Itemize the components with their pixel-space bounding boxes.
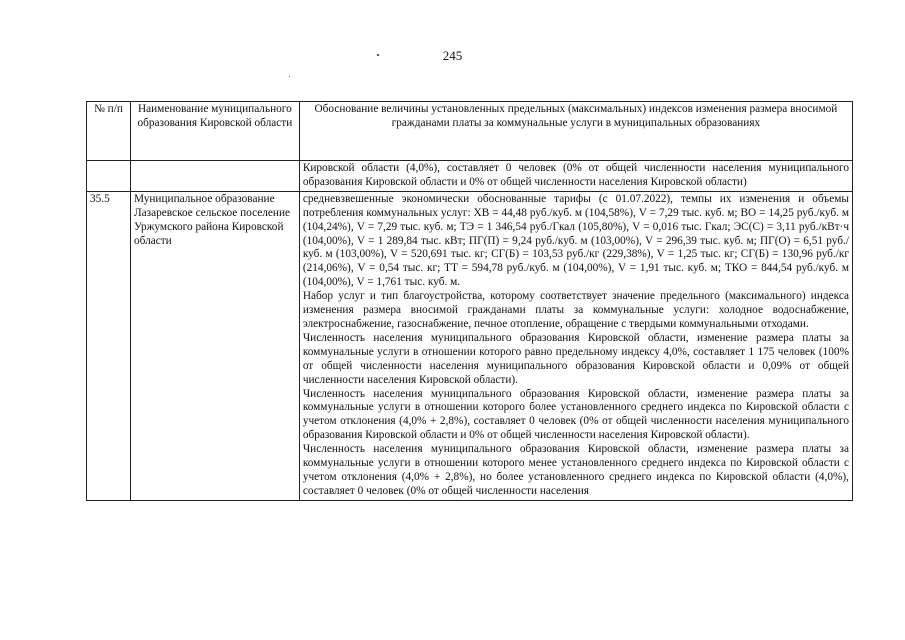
- municipality-name: Муниципальное образование Лазаревское сельское поселение Уржумского района Кировской области: [130, 191, 299, 500]
- population-equal-paragraph: Численность населения муниципального образования Кировской области, изменение размера платы за коммунальные услуги в отношении которого равно предельному индексу 4,0%, составляет 1 175 человек (100% от общей численности населения муниципального образования Кировской области и 0,09% от общей численности населения Кировской области).: [302, 331, 849, 386]
- scan-speck: [289, 76, 290, 77]
- cell-num-empty: [87, 161, 131, 192]
- row-number: 35.5: [87, 191, 131, 500]
- population-between-paragraph: Численность населения муниципального образования Кировской области, изменение размера платы за коммунальные услуги в отношении которого менее установленного среднего индекса по Кировской области с учетом отклонения (4,0% + 2,8%), но более установленного среднего индекса по Кировской области (4,0%), составляет 0 человек (0% от общей численности населения: [302, 443, 849, 497]
- page-number: 245: [442, 48, 463, 63]
- header-justification: Обоснование величины установленных предельных (максимальных) индексов изменения размера вносимой гражданами платы за коммунальные услуги в муниципальных образованиях: [299, 102, 852, 161]
- tariff-table: [86, 101, 853, 501]
- scan-speck: [377, 54, 379, 56]
- services-paragraph: Набор услуг и тип благоустройства, которому соответствует значение предельного (максимального) индекса изменения размера вносимой гражданами платы за коммунальные услуги: холодное водоснабжение, электроснабжение, газоснабжение, печное отопление, обращение с твердыми коммунальными отходами.: [302, 290, 849, 330]
- cell-name-empty: [130, 161, 299, 192]
- table-row: [87, 191, 853, 500]
- continuation-text: Кировской области (4,0%), составляет 0 человек (0% от общей численности населения муниципального образования Кировской области и 0% от общей численности населения Кировской области): [299, 161, 852, 192]
- table-row: [87, 161, 853, 192]
- justification-cell: [299, 191, 852, 500]
- header-name: Наименование муниципального образования Кировской области: [130, 102, 299, 161]
- header-num: № п/п: [87, 102, 131, 161]
- population-above-paragraph: Численность населения муниципального образования Кировской области, изменение размера платы за коммунальные услуги в отношении которого более установленного среднего индекса по Кировской области с учетом отклонения (4,0% + 2,8%), составляет 0 человек (0% от общей численности населения муниципального образования Кировской области и 0% от общей численности населения Кировской области).: [302, 387, 849, 442]
- tariffs-paragraph: средневзвешенные экономически обоснованные тарифы (с 01.07.2022), темпы их изменения и объемы потребления коммунальных услуг: ХВ = 44,48 руб./куб. м (104,58%), V = 7,29 тыс. куб. м; ВО = 14,25 руб./куб. м (104,24%), V = 7,29 тыс. куб. м; ТЭ = 1 346,54 руб./Гкал (105,80%), V = 0,016 тыс. Гкал; ЭС(С) = 3,11 руб./кВт·ч (104,00%), V = 1 289,84 тыс. кВт; ПГ(П) = 9,24 руб./куб. м (103,00%), V = 296,39 тыс. куб. м; ПГ(О) = 6,51 руб./куб. м (103,00%), V = 520,691 тыс. кг; СГ(Б) = 103,53 руб./кг (229,38%), V = 1,25 тыс. кг; СГ(Б) = 130,96 руб./кг (214,06%), V = 0,54 тыс. кг; ТТ = 594,78 руб./куб. м (104,00%), V = 1,91 тыс. куб. м; ТКО = 844,54 руб./куб. м (104,00%), V = 1,761 тыс. куб. м.: [302, 192, 849, 289]
- table-header-row: [87, 102, 853, 161]
